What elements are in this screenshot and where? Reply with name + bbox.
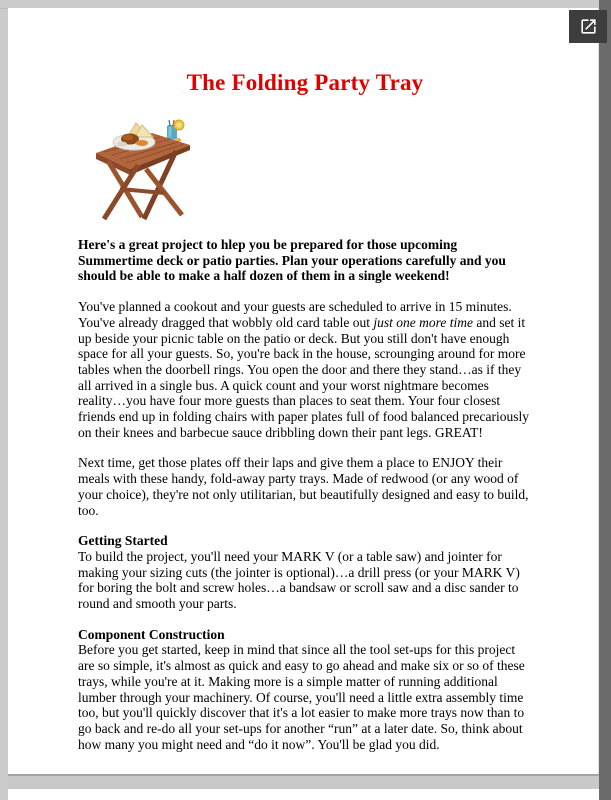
page-title: The Folding Party Tray [186,70,424,95]
component-construction-paragraph: Before you get started, keep in mind that since all the tool set-ups for this project are so simple, it's almost as quick and easy to go ahead and make six or so of these trays, while you're at it. Making more is a simple matter of running additional lumber through your machinery. Of course, you'll need a little extra assembly time too, but you'll quickly discover that it's a lot easier to make more trays now than to go back and re-do all your set-ups for another “run” at a later date. So, think about how many you might need and “do it now”. You'll be glad you did. [78,642,525,752]
document-page [8,8,599,774]
next-time-paragraph: Next time, get those plates off their laps and give them a place to ENJOY their meals with these handy, fold-away party trays. Made of redwood (or any wood of your choice), they're not only utilitarian, but beautifully designed and easy to build, too. [78,455,529,518]
cookout-text-end: and set it up beside your picnic table on the patio or deck. But you still don't have enough space for all your guests. So, you're back in the house, scrounging around for more tables when the doorbell rings. You open the door and there they stand…as if they all arrived in a single bus. A quick count and your worst nightmare becomes reality…you have four more guests than places to seat them. Your four closest friends end up in folding chairs with paper plates full of food balanced precariously on their knees and barbecue sauce dribbling down their pant legs. GREAT! [78,314,529,440]
viewer-right-edge [599,0,611,800]
component-construction-heading: Component Construction [78,626,225,642]
open-in-new-icon [579,17,598,36]
open-in-new-button[interactable] [569,10,607,43]
getting-started-heading: Getting Started [78,533,168,549]
cookout-text-start: You've planned a cookout and your guests are scheduled to arrive in 15 minutes. You've already dragged that wobbly old card table out [78,299,512,330]
cookout-paragraph [78,299,532,440]
next-page-top [8,789,599,800]
page-content [8,8,598,752]
getting-started-paragraph: To build the project, you'll need your MARK V (or a table saw) and jointer for making your sizing cuts (the jointer is optional)…a drill press (or your MARK V) for boring the bolt and screw holes…a bandsaw or scroll saw and a disc sander to round and smooth your parts. [78,548,520,612]
intro-paragraph: Here's a great project to hlep you be prepared for those upcoming Summertime deck or patio parties. Plan your operations carefully and you should be able to make a half dozen of them in a single weekend! [78,237,506,284]
party-tray-photo [84,117,196,223]
page-separator [8,774,599,789]
cookout-text-italic: just one more time [373,314,473,330]
